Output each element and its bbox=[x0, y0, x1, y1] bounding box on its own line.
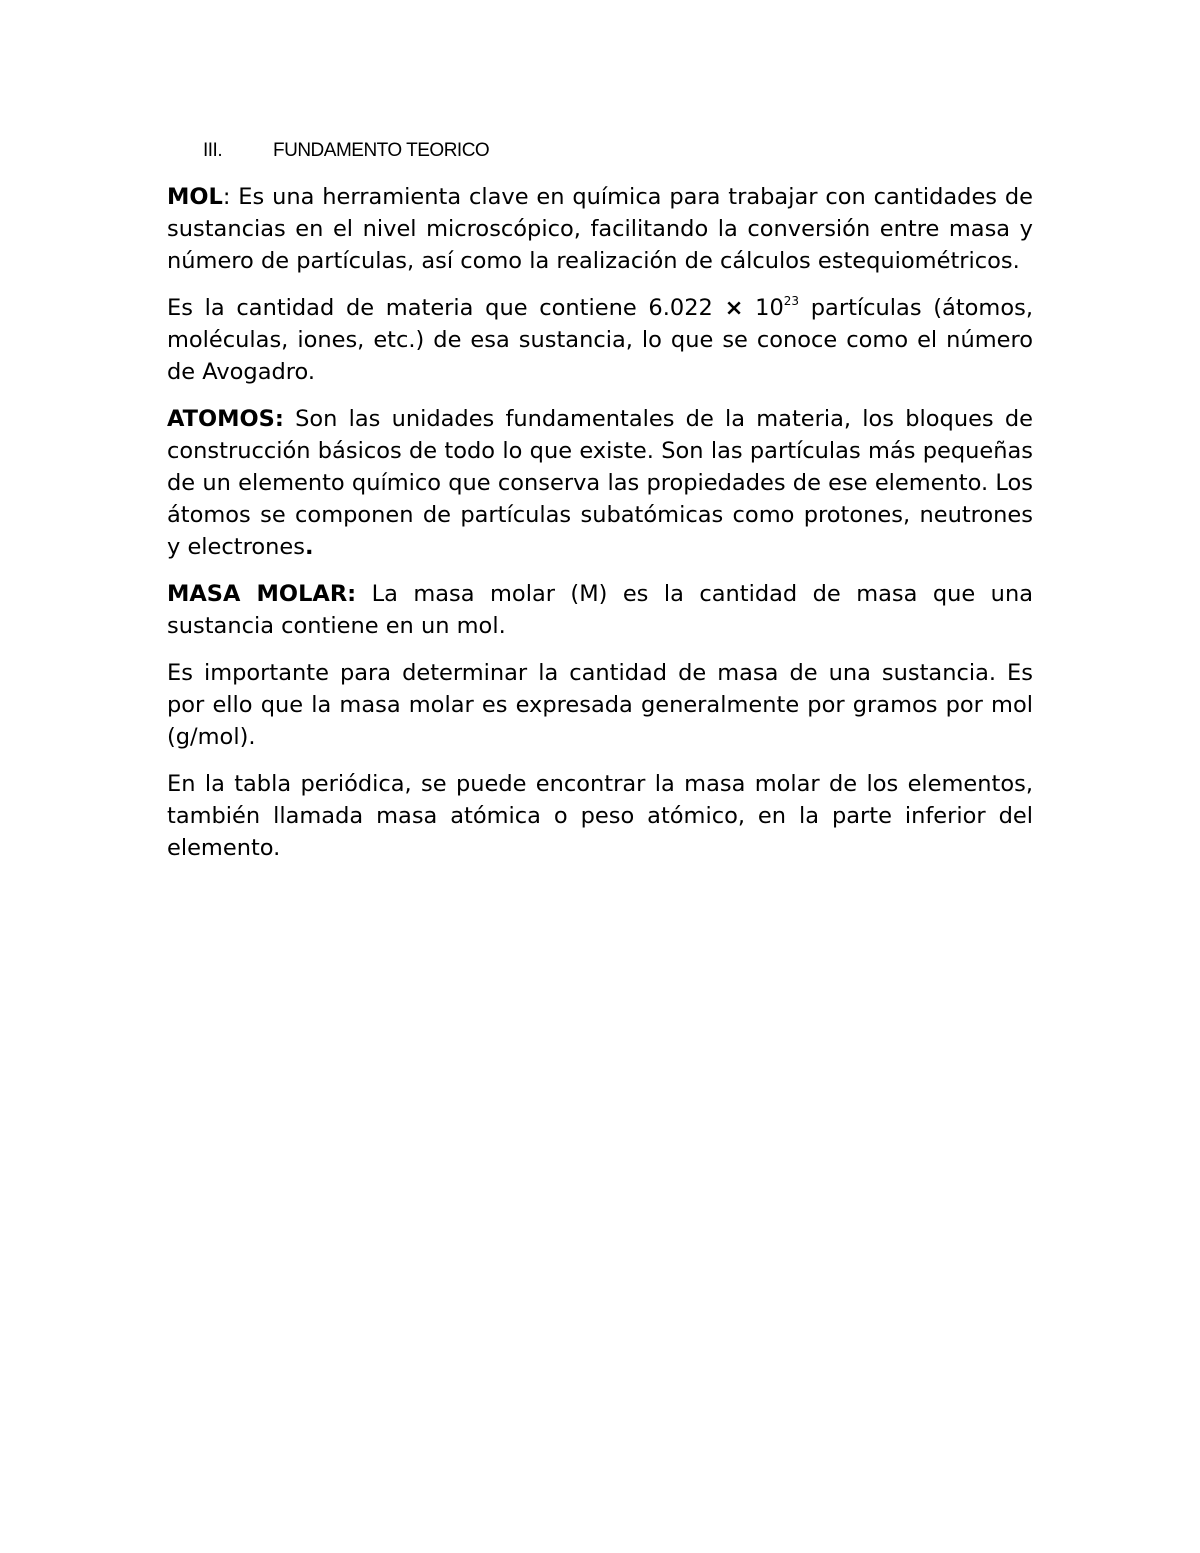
paragraph-masa-molar bbox=[167, 578, 1033, 642]
mol-def-base: 10 bbox=[743, 295, 784, 321]
paragraph-mol-text: : Es una herramienta clave en química para trabajar con cantidades de sustancias en el nivel microscópico, facilitando la conversión entre masa y número de partículas, así como la realización de cálculos estequiométricos. bbox=[167, 184, 1033, 274]
paragraph-atomos-end: . bbox=[304, 534, 314, 560]
paragraph-mol-definition bbox=[167, 292, 1033, 388]
paragraph-mol bbox=[167, 181, 1033, 277]
section-heading bbox=[203, 140, 489, 162]
times-symbol: × bbox=[724, 295, 744, 321]
term-masa-molar: MASA MOLAR: bbox=[167, 581, 357, 607]
term-mol: MOL bbox=[167, 184, 223, 210]
paragraph-atomos-text: Son las unidades fundamentales de la materia, los bloques de construcción básicos de todo lo que existe. Son las partículas más pequeñas de un elemento químico que conserva las propiedades de ese elemento. Los átomos se componen de partículas subatómicas como protones, neutrones y electrones bbox=[167, 406, 1033, 560]
document-body bbox=[167, 181, 1033, 879]
mol-def-before: Es la cantidad de materia que contiene 6.022 bbox=[167, 295, 725, 321]
mol-def-exponent: 23 bbox=[783, 293, 800, 308]
paragraph-masa-molar-text: La masa molar (M) es la cantidad de masa que una sustancia contiene en un mol. bbox=[167, 581, 1033, 639]
section-number: III. bbox=[203, 140, 223, 161]
section-title: FUNDAMENTO TEORICO bbox=[273, 140, 490, 161]
paragraph-atomos bbox=[167, 403, 1033, 563]
paragraph-importancia: Es importante para determinar la cantidad de masa de una sustancia. Es por ello que la masa molar es expresada generalmente por gramos por mol (g/mol). bbox=[167, 660, 1033, 750]
term-atomos: ATOMOS: bbox=[167, 406, 284, 432]
paragraph-tabla: En la tabla periódica, se puede encontrar la masa molar de los elementos, también llamada masa atómica o peso atómico, en la parte inferior del elemento. bbox=[167, 771, 1033, 861]
mol-def-after: partículas (átomos, moléculas, iones, etc.) de esa sustancia, lo que se conoce como el número de Avogadro. bbox=[167, 295, 1033, 385]
